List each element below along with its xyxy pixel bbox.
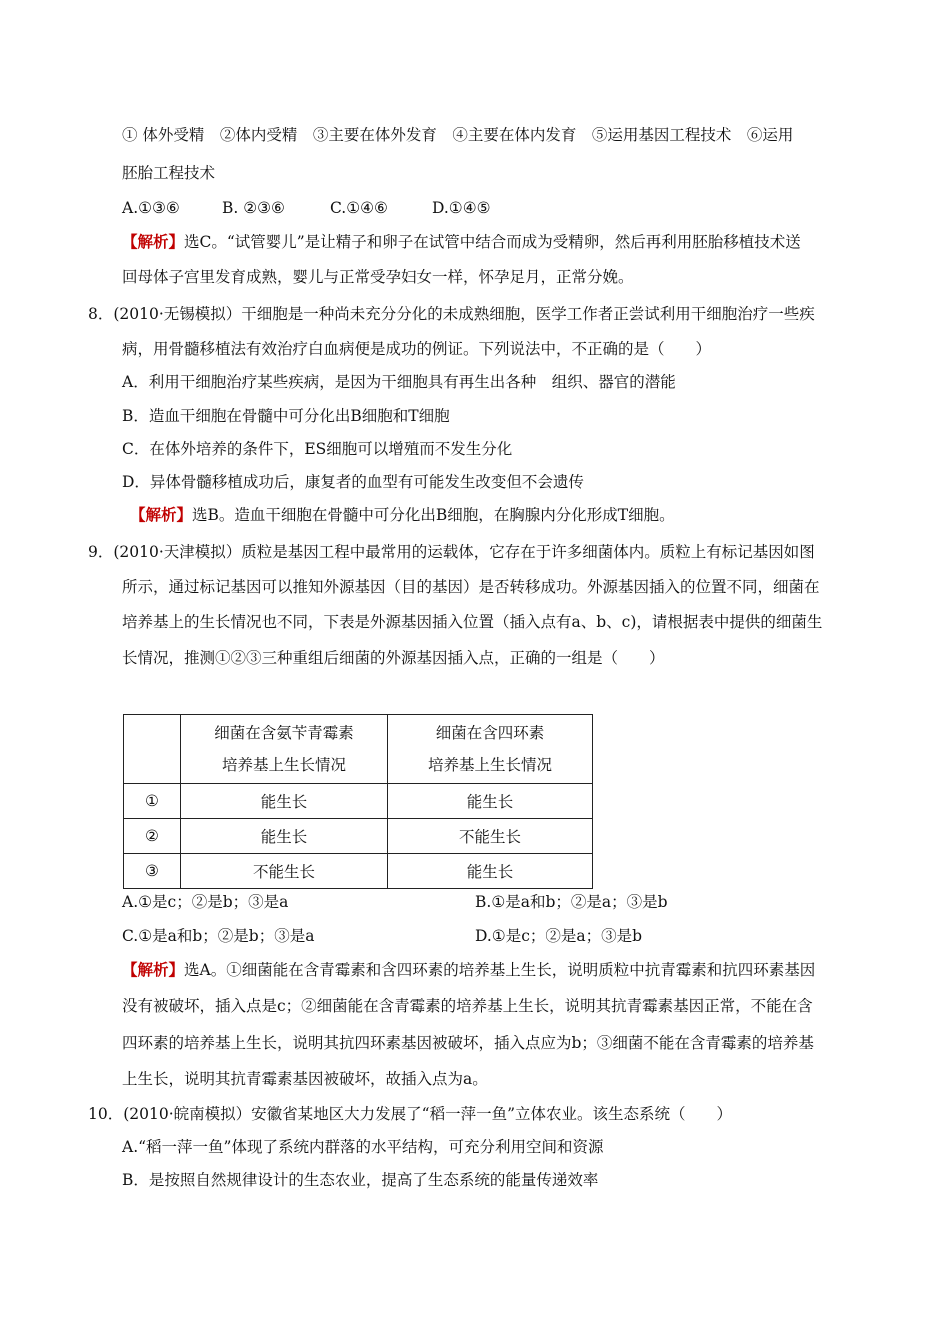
cell-tetracycline: 不能生长 [388,819,593,854]
header-tetracycline-line2: 培养基上生长情况 [427,756,552,774]
analysis-tag: 【解析】 [122,232,185,251]
q9-analysis-line1 [122,960,815,980]
q9-analysis-line4: 上生长，说明其抗青霉素基因被破坏，故插入点为a。 [122,1070,488,1088]
q8-option-d: D．异体骨髓移植成功后，康复者的血型有可能发生改变但不会遗传 [122,473,584,491]
q7-options-line1: ① 体外受精 ②体内受精 ③主要在体外发育 ④主要在体内发育 ⑤运用基因工程技术 ⑥运用 [122,126,794,144]
q8-stem-line1: 8．(2010·无锡模拟）干细胞是一种尚未充分分化的未成熟细胞，医学工作者正尝试利用干细胞治疗一些疾 [88,305,815,323]
q10-stem: 10．(2010·皖南模拟）安徽省某地区大力发展了“稻一萍一鱼”立体农业。该生态系统（ ） [88,1105,732,1123]
q7-choice-d: D.①④⑤ [432,199,491,217]
cell-ampicillin: 不能生长 [181,854,388,889]
q9-choice-d: D.①是c；②是a；③是b [475,927,643,945]
q8-stem-line2: 病，用骨髓移植法有效治疗白血病便是成功的例证。下列说法中，不正确的是（ ） [122,340,712,358]
q8-option-c: C．在体外培养的条件下，ES细胞可以增殖而不发生分化 [122,440,513,458]
header-tetracycline [388,715,593,784]
q9-choice-a: A.①是c；②是b；③是a [122,893,289,911]
q8-analysis [130,505,675,525]
q7-options-line2: 胚胎工程技术 [122,164,216,182]
q7-choice-a: A.①③⑥ [122,199,180,217]
q7-analysis-line2: 回母体子宫里发育成熟，婴儿与正常受孕妇女一样，怀孕足月，正常分娩。 [122,268,634,286]
analysis-text: 选B。造血干细胞在骨髓中可分化出B细胞，在胸腺内分化形成T细胞。 [192,506,675,524]
analysis-text: 选C。“试管婴儿”是让精子和卵子在试管中结合而成为受精卵，然后再利用胚胎移植技术送 [184,233,801,251]
q10-option-a: A.“稻一萍一鱼”体现了系统内群落的水平结构，可充分利用空间和资源 [122,1138,604,1156]
row-label: ③ [124,854,181,889]
q8-option-b: B．造血干细胞在骨髓中可分化出B细胞和T细胞 [122,407,450,425]
header-ampicillin [181,715,388,784]
analysis-text: 选A。①细菌能在含青霉素和含四环素的培养基上生长，说明质粒中抗青霉素和抗四环素基因 [184,961,816,979]
q9-choice-b: B.①是a和b；②是a；③是b [475,893,668,911]
row-label: ② [124,819,181,854]
table-header-row [124,715,593,784]
q9-stem-line3: 培养基上的生长情况也不同，下表是外源基因插入位置（插入点有a、b、c)，请根据表中提供的细菌生 [122,613,823,631]
header-tetracycline-line1: 细菌在含四环素 [435,724,545,742]
header-ampicillin-line2: 培养基上生长情况 [221,756,346,774]
q10-option-b: B．是按照自然规律设计的生态农业，提高了生态系统的能量传递效率 [122,1171,599,1189]
cell-ampicillin: 能生长 [181,819,388,854]
q9-stem-line4: 长情况，推测①②③三种重组后细菌的外源基因插入点，正确的一组是（ ） [122,649,665,667]
cell-tetracycline: 能生长 [388,854,593,889]
q7-choice-c: C.①④⑥ [330,199,388,217]
q7-choice-b: B. ②③⑥ [222,199,285,217]
q9-choice-c: C.①是a和b；②是b；③是a [122,927,315,945]
cell-ampicillin: 能生长 [181,784,388,819]
analysis-tag: 【解析】 [130,505,193,524]
table-row [124,819,593,854]
q7-analysis-line1 [122,232,801,252]
header-ampicillin-line1: 细菌在含氨苄青霉素 [214,724,354,742]
q9-analysis-line3: 四环素的培养基上生长，说明其抗四环素基因被破坏，插入点应为b；③细菌不能在含青霉素的培养基 [122,1034,814,1052]
growth-table [123,714,593,889]
table-row [124,854,593,889]
table-row [124,784,593,819]
q8-option-a: A．利用干细胞治疗某些疾病，是因为干细胞具有再生出各种 组织、器官的潜能 [122,373,676,391]
analysis-tag: 【解析】 [122,960,185,979]
row-label: ① [124,784,181,819]
cell-tetracycline: 能生长 [388,784,593,819]
q9-stem-line1: 9．(2010·天津模拟）质粒是基因工程中最常用的运载体，它存在于许多细菌体内。质粒上有标记基因如图 [88,543,815,561]
q9-analysis-line2: 没有被破坏，插入点是c；②细菌能在含青霉素的培养基上生长，说明其抗青霉素基因正常，不能在含 [122,997,813,1015]
table-corner-cell [124,715,181,784]
q9-stem-line2: 所示，通过标记基因可以推知外源基因（目的基因）是否转移成功。外源基因插入的位置不同，细菌在 [122,578,820,596]
